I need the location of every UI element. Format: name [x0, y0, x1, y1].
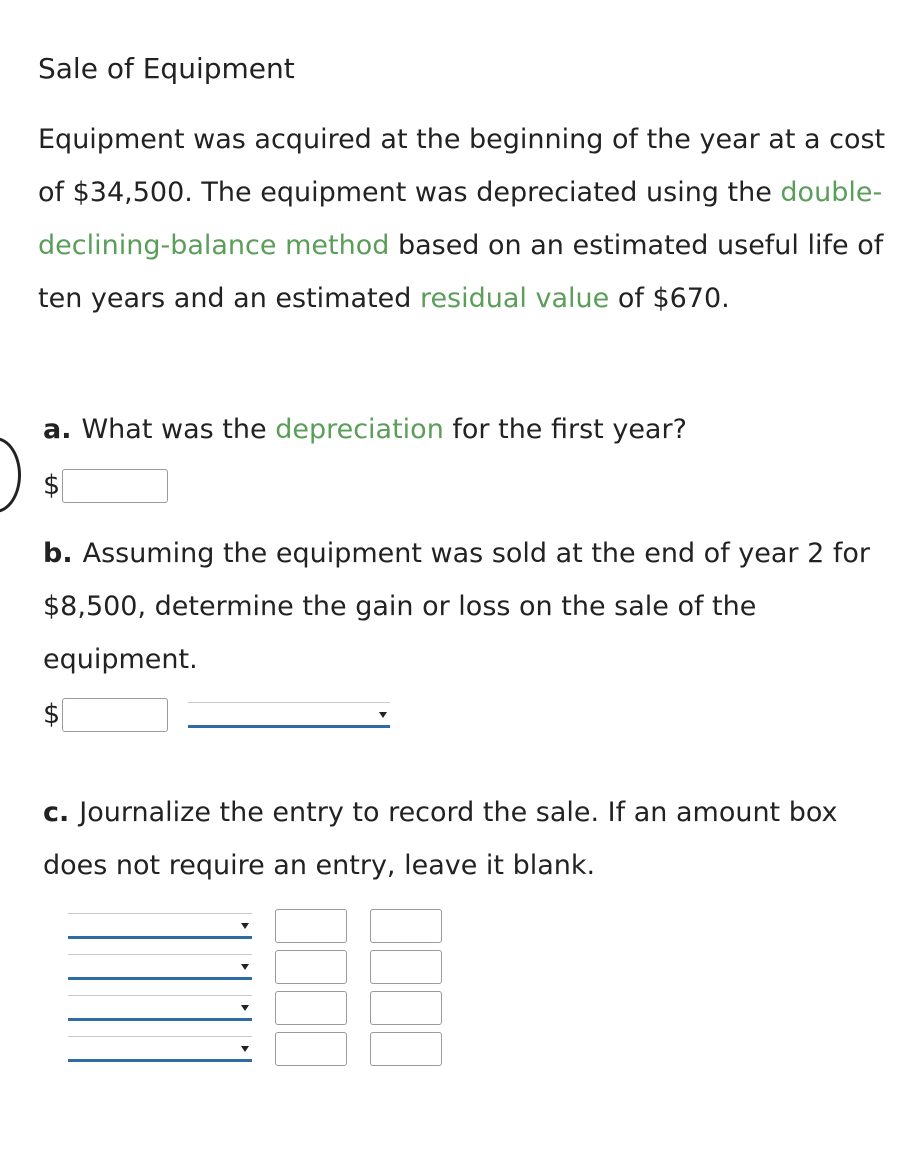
credit-input[interactable]	[370, 1032, 442, 1066]
question-a-letter: a.	[43, 414, 72, 445]
intro-text-1: Equipment was acquired at the beginning of the year at a cost of $34,500. The equipment was depreciated using the	[38, 124, 886, 208]
circle-marker-icon	[0, 437, 21, 513]
account-select[interactable]	[68, 995, 252, 1021]
credit-input[interactable]	[370, 909, 442, 943]
question-a-text-2: for the first year?	[443, 414, 687, 445]
caret-down-icon	[241, 964, 249, 970]
debit-input[interactable]	[275, 950, 347, 984]
question-b-letter: b.	[43, 538, 73, 569]
page-title: Sale of Equipment	[38, 52, 295, 85]
journal-row	[68, 905, 442, 946]
caret-down-icon	[379, 712, 387, 718]
dollar-sign: $	[43, 699, 61, 730]
intro-text-2: based on an estimated useful life of ten years and an estimated	[38, 230, 884, 314]
journal-row	[68, 987, 442, 1028]
caret-down-icon	[241, 1005, 249, 1011]
intro-text-3: of $670.	[609, 283, 730, 314]
question-b-text: Assuming the equipment was sold at the end of year 2 for $8,500, determine the gain or loss on the sale of the equipment.	[43, 538, 870, 675]
question-c-letter: c.	[43, 797, 70, 828]
debit-input[interactable]	[275, 909, 347, 943]
question-a	[43, 403, 903, 456]
question-a-text-1: What was the	[81, 414, 276, 445]
dollar-sign: $	[43, 470, 61, 501]
journal-row	[68, 1028, 442, 1069]
journal-row	[68, 946, 442, 987]
account-select[interactable]	[68, 913, 252, 939]
answer-a-row	[43, 468, 168, 504]
depreciation-amount-input[interactable]	[62, 469, 168, 503]
problem-statement	[38, 113, 906, 325]
caret-down-icon	[241, 1046, 249, 1052]
question-b	[43, 527, 903, 686]
gain-loss-amount-input[interactable]	[62, 698, 168, 732]
debit-input[interactable]	[275, 991, 347, 1025]
credit-input[interactable]	[370, 950, 442, 984]
term-depreciation[interactable]: depreciation	[275, 414, 444, 445]
question-c-text: Journalize the entry to record the sale. If an amount box does not require an entry, leave it blank.	[43, 797, 838, 881]
account-select[interactable]	[68, 1036, 252, 1062]
term-double-declining-balance[interactable]: double-declining-balance method	[38, 177, 883, 261]
gain-loss-select[interactable]	[188, 702, 390, 728]
caret-down-icon	[241, 923, 249, 929]
journal-entry-table	[68, 905, 442, 1069]
answer-b-row	[43, 697, 390, 733]
account-select[interactable]	[68, 954, 252, 980]
debit-input[interactable]	[275, 1032, 347, 1066]
question-c	[43, 786, 903, 892]
credit-input[interactable]	[370, 991, 442, 1025]
term-residual-value[interactable]: residual value	[419, 283, 610, 314]
